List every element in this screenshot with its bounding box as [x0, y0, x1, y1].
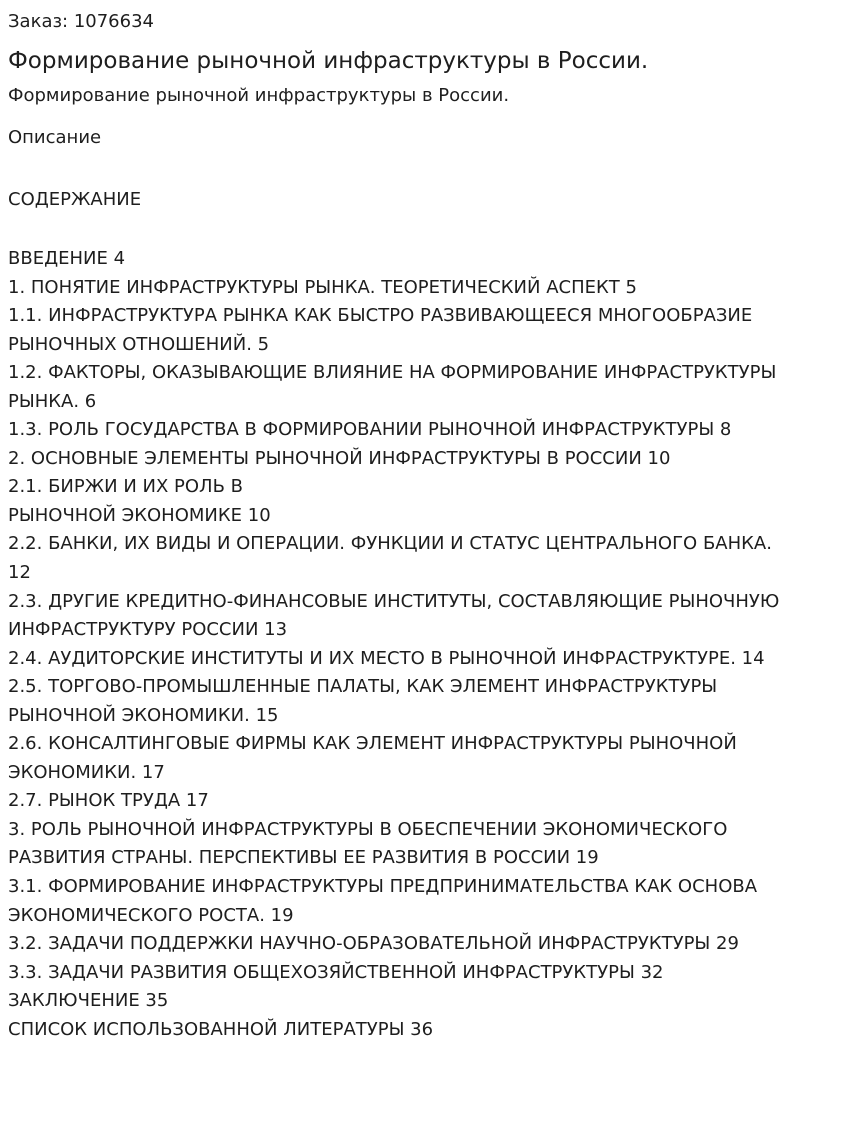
toc-entry: СПИСОК ИСПОЛЬЗОВАННОЙ ЛИТЕРАТУРЫ 36	[8, 1018, 434, 1040]
toc-entry: ЗАКЛЮЧЕНИЕ 35	[8, 990, 169, 1012]
toc-entry: 3. РОЛЬ РЫНОЧНОЙ ИНФРАСТРУКТУРЫ В ОБЕСПЕЧЕНИИ ЭКОНОМИЧЕСКОГО РАЗВИТИЯ СТРАНЫ. ПЕРСПЕКТИВЫ ЕЕ РАЗВИТИЯ В РОССИИ 19	[8, 818, 728, 869]
toc-entry: 2.3. ДРУГИЕ КРЕДИТНО-ФИНАНСОВЫЕ ИНСТИТУТЫ, СОСТАВЛЯЮЩИЕ РЫНОЧНУЮ ИНФРАСТРУКТУРУ РОССИИ 13	[8, 590, 780, 641]
toc-entry: 3.3. ЗАДАЧИ РАЗВИТИЯ ОБЩЕХОЗЯЙСТВЕННОЙ ИНФРАСТРУКТУРЫ 32	[8, 961, 664, 983]
toc-entry: 2. ОСНОВНЫЕ ЭЛЕМЕНТЫ РЫНОЧНОЙ ИНФРАСТРУКТУРЫ В РОССИИ 10	[8, 447, 671, 469]
page-title: Формирование рыночной инфраструктуры в России.	[8, 48, 649, 74]
toc-entry: 2.7. РЫНОК ТРУДА 17	[8, 790, 209, 812]
toc-entry: 2.5. ТОРГОВО-ПРОМЫШЛЕННЫЕ ПАЛАТЫ, КАК ЭЛЕМЕНТ ИНФРАСТРУКТУРЫ РЫНОЧНОЙ ЭКОНОМИКИ. 15	[8, 676, 718, 726]
toc-entry: 2.1. БИРЖИ И ИХ РОЛЬ В РЫНОЧНОЙ ЭКОНОМИКЕ 10	[8, 476, 271, 526]
toc-entry: 1.1. ИНФРАСТРУКТУРА РЫНКА КАК БЫСТРО РАЗВИВАЮЩЕЕСЯ МНОГООБРАЗИЕ РЫНОЧНЫХ ОТНОШЕНИЙ. 5	[8, 305, 753, 355]
toc-entry: 1.3. РОЛЬ ГОСУДАРСТВА В ФОРМИРОВАНИИ РЫНОЧНОЙ ИНФРАСТРУКТУРЫ 8	[8, 419, 732, 441]
toc-entry: 1.2. ФАКТОРЫ, ОКАЗЫВАЮЩИЕ ВЛИЯНИЕ НА ФОРМИРОВАНИЕ ИНФРАСТРУКТУРЫ РЫНКА. 6	[8, 362, 777, 412]
toc-entry: ВВЕДЕНИЕ 4	[8, 248, 126, 269]
toc-entry: 3.2. ЗАДАЧИ ПОДДЕРЖКИ НАУЧНО-ОБРАЗОВАТЕЛЬНОЙ ИНФРАСТРУКТУРЫ 29	[8, 933, 739, 955]
toc-entry: 3.1. ФОРМИРОВАНИЕ ИНФРАСТРУКТУРЫ ПРЕДПРИНИМАТЕЛЬСТВА КАК ОСНОВА ЭКОНОМИЧЕСКОГО РОСТА. 19	[8, 876, 758, 926]
page-subtitle: Формирование рыночной инфраструктуры в России.	[8, 85, 510, 106]
toc-entry: 2.6. КОНСАЛТИНГОВЫЕ ФИРМЫ КАК ЭЛЕМЕНТ ИНФРАСТРУКТУРЫ РЫНОЧНОЙ ЭКОНОМИКИ. 17	[8, 733, 737, 783]
table-of-contents	[8, 245, 839, 1044]
toc-entry: 2.2. БАНКИ, ИХ ВИДЫ И ОПЕРАЦИИ. ФУНКЦИИ И СТАТУС ЦЕНТРАЛЬНОГО БАНКА. 12	[8, 533, 772, 584]
description-label: Описание	[8, 127, 102, 148]
toc-entry: 2.4. АУДИТОРСКИЕ ИНСТИТУТЫ И ИХ МЕСТО В РЫНОЧНОЙ ИНФРАСТРУКТУРЕ. 14	[8, 647, 765, 669]
order-number: Заказ: 1076634	[8, 11, 154, 32]
toc-entry: 1. ПОНЯТИЕ ИНФРАСТРУКТУРЫ РЫНКА. ТЕОРЕТИЧЕСКИЙ АСПЕКТ 5	[8, 276, 637, 298]
toc-heading: СОДЕРЖАНИЕ	[8, 189, 142, 210]
